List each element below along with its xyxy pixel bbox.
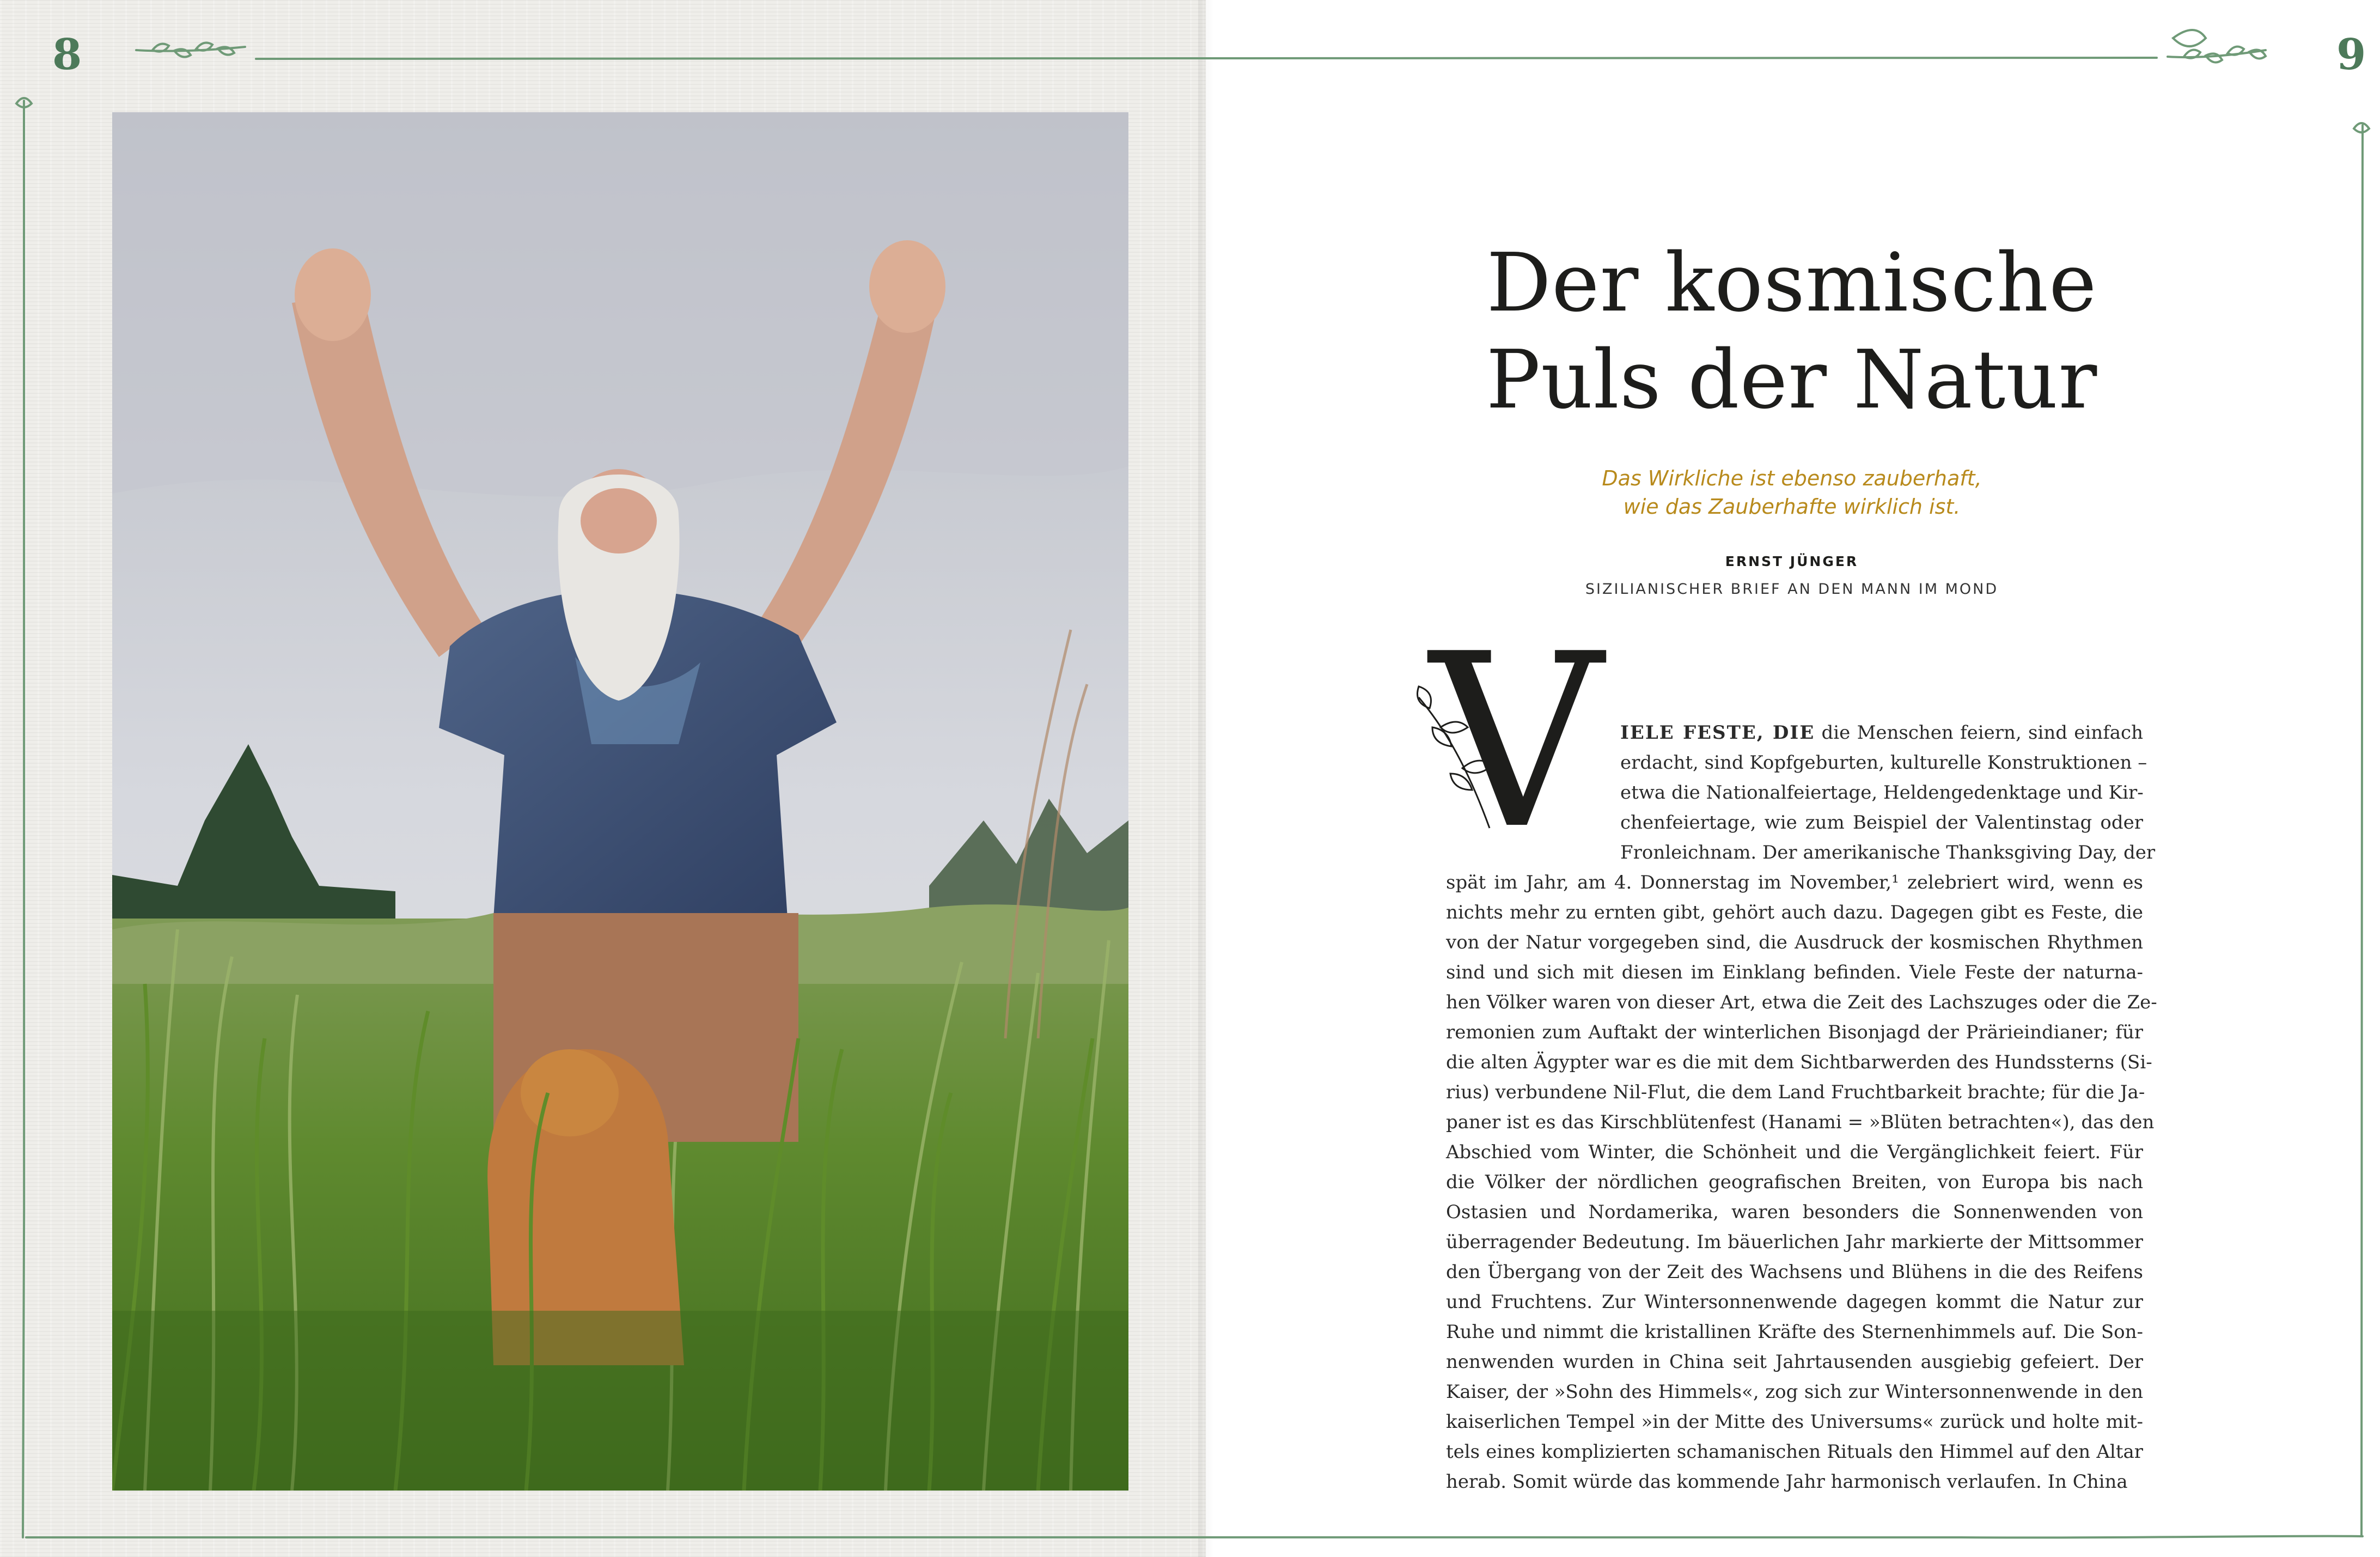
body-line: spät im Jahr, am 4. Donnerstag im November,¹ zelebriert wird, wenn es — [1446, 872, 2143, 893]
drop-cap-letter: V — [1430, 603, 1603, 881]
man-in-meadow-photo-icon — [112, 112, 1128, 1491]
title-line-1: Der kosmische — [1486, 236, 2097, 330]
body-line: herab. Somit würde das kommende Jahr harmonisch verlaufen. In China — [1446, 1471, 2128, 1493]
body-line: von der Natur vorgegeben sind, die Ausdruck der kosmischen Rhythmen — [1446, 932, 2143, 953]
quote-source: SIZILIANISCHER BRIEF AN DEN MANN IM MOND — [1585, 581, 1999, 598]
body-line: den Übergang von der Zeit des Wachsens und Blühens in die des Reifens — [1446, 1261, 2143, 1283]
body-line: chenfeiertage, wie zum Beispiel der Valentinstag oder — [1620, 812, 2143, 834]
body-line: Fronleichnam. Der amerikanische Thanksgiving Day, der — [1620, 842, 2156, 863]
body-line: Ruhe und nimmt die kristallinen Kräfte des Sternenhimmels auf. Die Son- — [1446, 1321, 2143, 1343]
quote-line-2: wie das Zauberhafte wirklich ist. — [1623, 495, 1961, 519]
body-line: hen Völker waren von dieser Art, etwa die Zeit des Lachszuges oder die Ze- — [1446, 992, 2157, 1013]
body-line: kaiserlichen Tempel »in der Mitte des Universums« zurück und holte mit- — [1446, 1411, 2143, 1433]
body-line: sind und sich mit diesen im Einklang befinden. Viele Feste der naturna- — [1446, 962, 2143, 983]
body-line: überragender Bedeutung. Im bäuerlichen Jahr markierte der Mittsommer — [1446, 1231, 2143, 1253]
body-line: nenwenden wurden in China seit Jahrtausenden ausgiebig gefeiert. Der — [1446, 1351, 2143, 1373]
hero-photo — [112, 112, 1128, 1491]
page-number-right: 9 — [2336, 30, 2366, 80]
quote-line-1: Das Wirkliche ist ebenso zauberhaft, — [1602, 466, 1982, 490]
body-line: die Völker der nördlichen geografischen Breiten, von Europa bis nach — [1446, 1171, 2143, 1193]
article-body — [1446, 718, 2157, 1497]
body-line: erdacht, sind Kopfgeburten, kulturelle Konstruktionen – — [1620, 752, 2147, 774]
body-line: paner ist es das Kirschblütenfest (Hanami = »Blüten betrachten«), das den — [1446, 1111, 2155, 1133]
body-line: und Fruchtens. Zur Wintersonnenwende dagegen kommt die Natur zur — [1446, 1291, 2143, 1313]
title-line-2: Puls der Natur — [1486, 333, 2098, 427]
body-line: Kaiser, der »Sohn des Himmels«, zog sich zur Wintersonnenwende in den — [1446, 1381, 2143, 1403]
page-number-left: 8 — [52, 30, 82, 80]
body-line: Ostasien und Nordamerika, waren besonders die Sonnenwenden von — [1446, 1201, 2143, 1223]
body-line: tels eines komplizierten schamanischen Rituals den Himmel auf den Altar — [1446, 1441, 2143, 1463]
body-line: Abschied vom Winter, die Schönheit und die Vergänglichkeit feiert. Für — [1446, 1141, 2143, 1163]
body-line: rius) verbundene Nil-Flut, die dem Land Fruchtbarkeit brachte; für die Ja- — [1446, 1081, 2145, 1103]
quote-author: ERNST JÜNGER — [1725, 554, 1859, 569]
epigraph-quote — [1449, 464, 2135, 521]
body-line: remonien zum Auftakt der winterlichen Bisonjagd der Prärieindianer; für — [1446, 1021, 2143, 1043]
lead-in: IELE FESTE, DIE — [1620, 722, 1815, 744]
body-line: nichts mehr zu ernten gibt, gehört auch dazu. Dagegen gibt es Feste, die — [1446, 902, 2143, 923]
body-line: etwa die Nationalfeiertage, Heldengedenktage und Kir- — [1620, 782, 2144, 804]
article-title — [1372, 234, 2211, 428]
body-line: die alten Ägypter war es die mit dem Sichtbarwerden des Hundssterns (Si- — [1446, 1051, 2152, 1073]
body-line: IELE FESTE, DIE die Menschen feiern, sind einfach — [1620, 722, 2143, 744]
